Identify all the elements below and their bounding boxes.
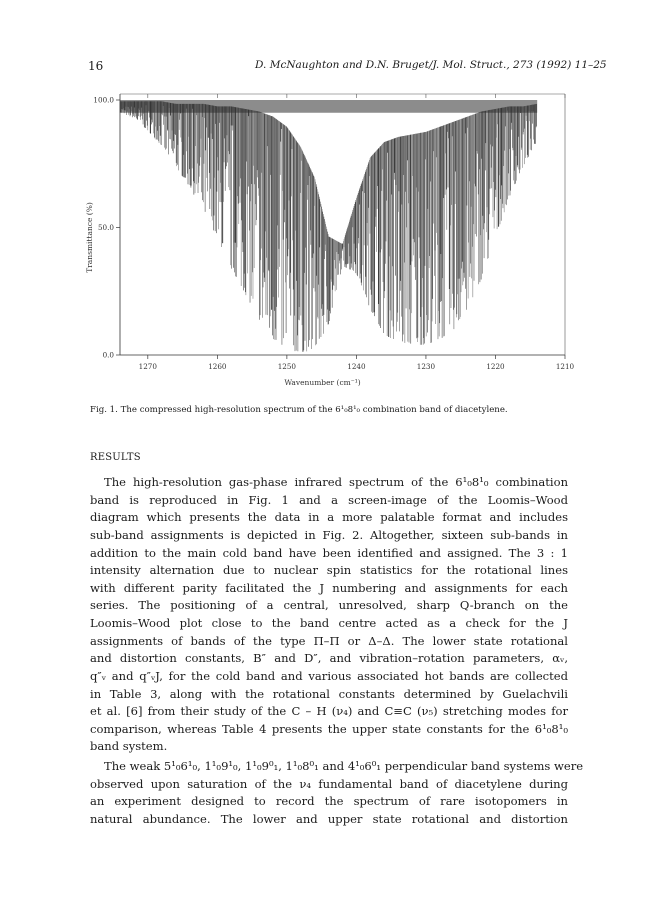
body-text <box>90 474 584 829</box>
text-line: addition to the main cold band have been identified and assigned. The 3 : 1 <box>90 545 568 560</box>
text-line: q″ᵥ and q″ᵥJ, for the cold band and various associated hot bands are collected <box>90 668 568 683</box>
section-heading: RESULTS <box>90 452 141 463</box>
y-tick-label: 0.0 <box>102 350 114 360</box>
text-line: diagram which presents the data in a more palatable format and includes <box>90 510 568 525</box>
text-line: with different parity facilitated the J numbering and assignments for each <box>90 580 568 595</box>
text-line: and distortion constants, B″ and D″, and vibration–rotation parameters, αᵥ, <box>90 651 568 666</box>
text-line: assignments of bands of the type Π–Π or Δ–Δ. The lower state rotational <box>90 633 568 648</box>
x-tick-label: 1220 <box>486 362 505 371</box>
text-line: band is reproduced in Fig. 1 and a screen-image of the Loomis–Wood <box>90 492 568 507</box>
caption-band-label: 6¹₀8¹₀ <box>335 405 360 415</box>
running-head: D. McNaughton and D.N. Bruget/J. Mol. Struct., 273 (1992) 11–25 <box>255 59 607 71</box>
text-line: comparison, whereas Table 4 presents the upper state constants for the 6¹₀8¹₀ <box>90 721 568 736</box>
baseline-band <box>120 100 537 113</box>
x-tick-label: 1270 <box>138 362 157 371</box>
x-tick-label: 1210 <box>555 362 575 371</box>
text-line: sub-band assignments is depicted in Fig. 2. Altogether, sixteen sub-bands in <box>90 527 568 542</box>
figure-caption <box>90 405 570 415</box>
x-tick-label: 1230 <box>416 362 436 371</box>
x-tick-label: 1250 <box>277 362 297 371</box>
text-line: natural abundance. The lower and upper state rotational and distortion <box>90 811 568 826</box>
text-line: observed upon saturation of the ν₄ fundamental band of diacetylene during <box>90 776 568 791</box>
text-line: et al. [6] from their study of the C – H (ν₄) and C≡C (ν₅) stretching modes for <box>90 704 568 719</box>
spectrum-plot-area <box>120 100 537 352</box>
text-line: series. The positioning of a central, unresolved, sharp Q-branch on the <box>90 598 568 613</box>
x-tick-label: 1260 <box>208 362 227 371</box>
caption-suffix: combination band of diacetylene. <box>360 405 508 415</box>
paragraph <box>90 758 584 829</box>
text-line: The weak 5¹₀6¹₀, 1¹₀9¹₀, 1¹₀9⁰₁, 1¹₀8⁰₁ and 4¹₀6⁰₁ perpendicular band systems were <box>104 759 584 773</box>
paragraph <box>90 474 568 756</box>
x-axis-label: Wavenumber (cm⁻¹) <box>284 378 361 387</box>
text-line: The high-resolution gas-phase infrared spectrum of the 6¹₀8¹₀ combination <box>104 475 568 489</box>
text-line: Loomis–Wood plot close to the band centre acted as a check for the J <box>90 616 568 630</box>
y-axis-label: Transmittance (%) <box>85 202 94 273</box>
y-tick-label: 50.0 <box>97 223 114 232</box>
text-line: intensity alternation due to nuclear spin statistics for the rotational lines <box>90 563 568 578</box>
caption-prefix: Fig. 1. The compressed high-resolution spectrum of the <box>90 405 336 415</box>
page-number: 16 <box>88 59 104 73</box>
text-line: in Table 3, along with the rotational constants determined by Guelachvili <box>90 686 568 701</box>
x-tick-label: 1240 <box>347 362 366 371</box>
spectrum-figure <box>80 80 575 392</box>
text-line: an experiment designed to record the spectrum of rare isotopomers in <box>90 794 568 809</box>
y-tick-label: 100.0 <box>93 95 114 105</box>
text-line: band system. <box>90 739 168 754</box>
